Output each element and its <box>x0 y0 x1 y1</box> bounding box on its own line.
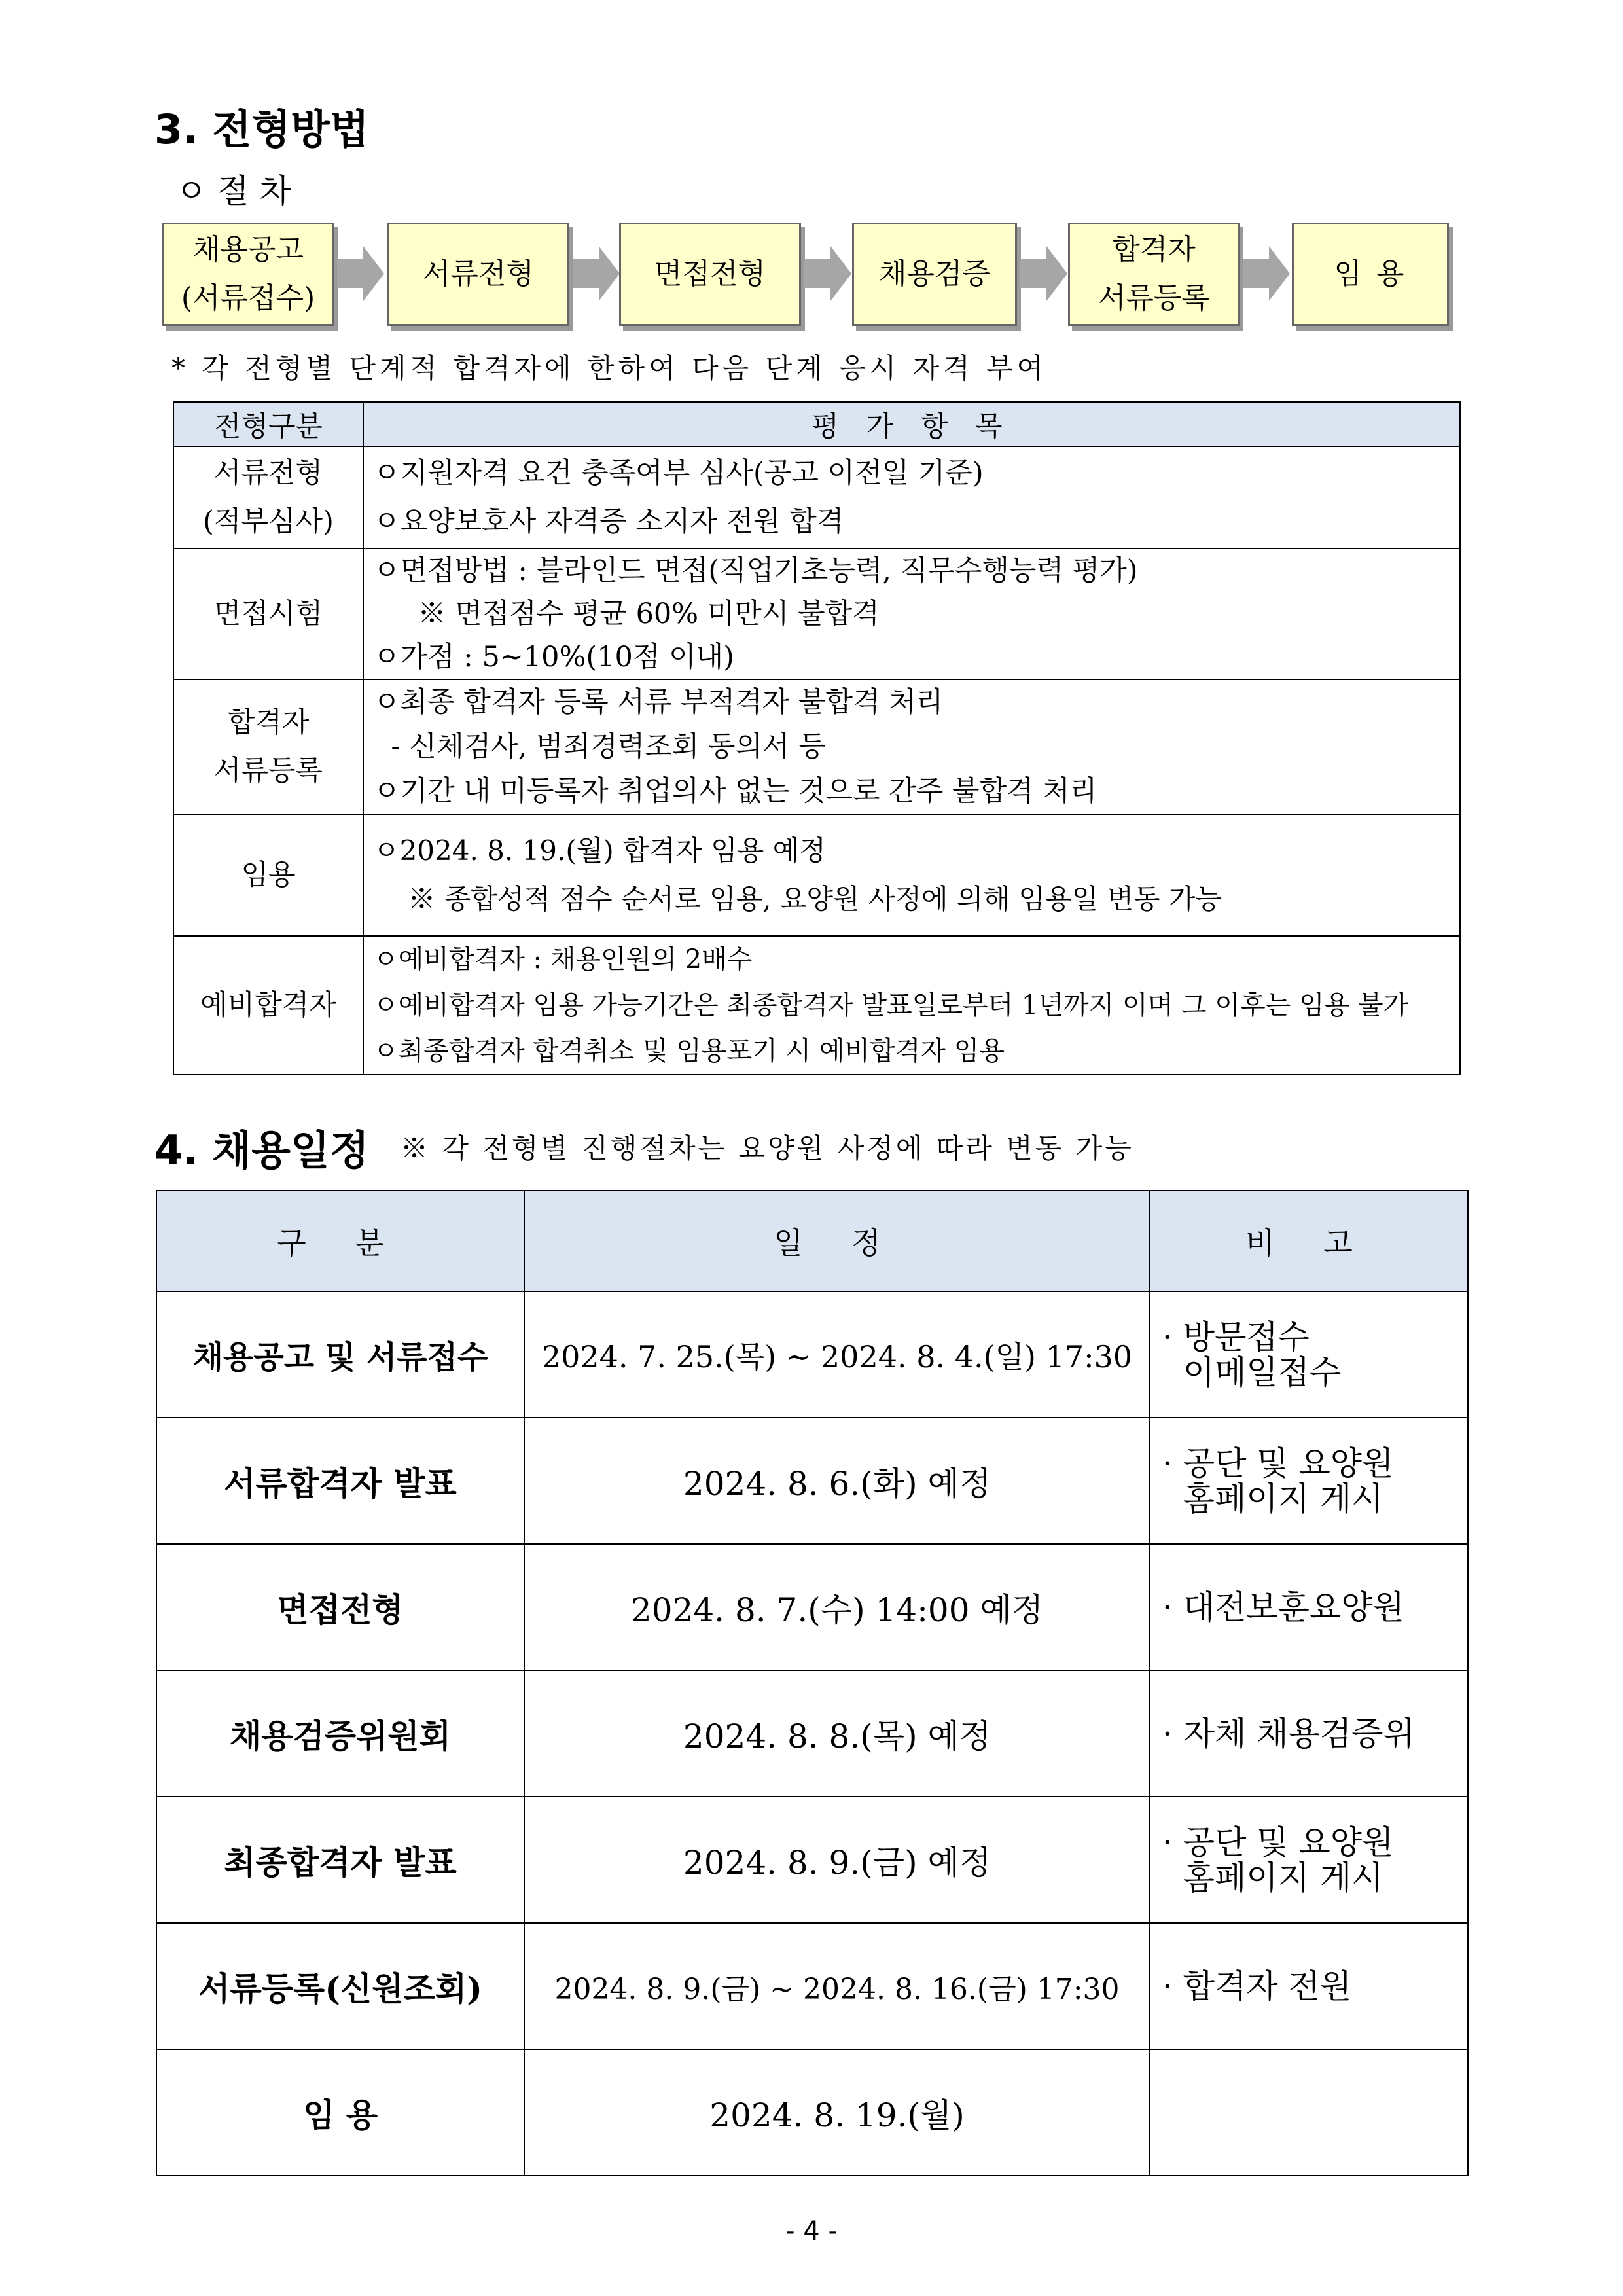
row-schedule: 2024. 8. 6.(화) 예정 <box>524 1418 1150 1544</box>
table-row <box>156 1923 1468 2049</box>
header-items: 평 가 항 목 <box>363 402 1460 446</box>
section3-title: 3. 전형방법 <box>154 105 369 153</box>
row-label: 임 용 <box>156 2049 524 2176</box>
flow-arrow-5-icon <box>1243 246 1290 301</box>
row-remark: · 공단 및 요양원 홈페이지 게시 <box>1150 1797 1468 1923</box>
row-label: 채용공고 및 서류접수 <box>156 1291 524 1418</box>
row-items: ㅇ면접방법 : 블라인드 면접(직업기초능력, 직무수행능력 평가) ※ 면접점수 평균 60% 미만시 불합격 ㅇ가점 : 5~10%(10점 이내) <box>363 548 1460 679</box>
row-label: 서류합격자 발표 <box>156 1418 524 1544</box>
row-label: 채용검증위원회 <box>156 1670 524 1797</box>
row-category: 예비합격자 <box>173 936 363 1075</box>
eligibility-note: * 각 전형별 단계적 합격자에 한하여 다음 단계 응시 자격 부여 <box>171 352 1048 384</box>
row-remark <box>1150 2049 1468 2176</box>
row-items: ㅇ지원자격 요건 충족여부 심사(공고 이전일 기준) ㅇ요양보호사 자격증 소지자 전원 합격 <box>363 446 1460 548</box>
procedure-label: ㅇ 절 차 <box>175 172 291 210</box>
row-schedule: 2024. 8. 9.(금) ~ 2024. 8. 16.(금) 17:30 <box>524 1923 1150 2049</box>
flow-step-1: 채용공고 (서류접수) <box>162 223 334 326</box>
section4-title: 4. 채용일정 <box>154 1126 369 1174</box>
row-schedule: 2024. 8. 19.(월) <box>524 2049 1150 2176</box>
row-category: 임용 <box>173 814 363 936</box>
table-row <box>173 814 1460 936</box>
flow-step-4: 채용검증 <box>852 223 1017 326</box>
flow-arrow-1-icon <box>337 246 384 301</box>
row-schedule: 2024. 8. 7.(수) 14:00 예정 <box>524 1544 1150 1670</box>
page-number: - 4 - <box>785 2216 838 2246</box>
table-row <box>156 1544 1468 1670</box>
row-remark: · 대전보훈요양원 <box>1150 1544 1468 1670</box>
header-category: 구 분 <box>156 1191 524 1291</box>
table-row <box>173 936 1460 1075</box>
schedule-table <box>156 1190 1469 2176</box>
row-remark: · 방문접수 이메일접수 <box>1150 1291 1468 1418</box>
table-row <box>156 2049 1468 2176</box>
row-schedule: 2024. 8. 8.(목) 예정 <box>524 1670 1150 1797</box>
table-row <box>173 548 1460 679</box>
header-schedule: 일 정 <box>524 1191 1150 1291</box>
row-schedule: 2024. 8. 9.(금) 예정 <box>524 1797 1150 1923</box>
evaluation-table <box>173 401 1461 1075</box>
flow-arrow-3-icon <box>804 246 851 301</box>
table-row <box>173 679 1460 814</box>
flow-step-6: 임 용 <box>1292 223 1449 326</box>
row-remark: · 자체 채용검증위 <box>1150 1670 1468 1797</box>
row-label: 면접전형 <box>156 1544 524 1670</box>
table-row <box>156 1797 1468 1923</box>
row-label: 최종합격자 발표 <box>156 1797 524 1923</box>
flow-step-3: 면접전형 <box>619 223 801 326</box>
row-remark: · 공단 및 요양원 홈페이지 게시 <box>1150 1418 1468 1544</box>
flow-arrow-4-icon <box>1020 246 1067 301</box>
evaluation-table-header <box>173 402 1460 446</box>
header-category: 전형구분 <box>173 402 363 446</box>
row-category: 서류전형 (적부심사) <box>173 446 363 548</box>
schedule-table-header <box>156 1191 1468 1291</box>
schedule-note: ※ 각 전형별 진행절차는 요양원 사정에 따라 변동 가능 <box>401 1132 1134 1164</box>
row-items: ㅇ최종 합격자 등록 서류 부적격자 불합격 처리 - 신체검사, 범죄경력조회 동의서 등 ㅇ기간 내 미등록자 취업의사 없는 것으로 간주 불합격 처리 <box>363 679 1460 814</box>
row-remark: · 합격자 전원 <box>1150 1923 1468 2049</box>
row-label: 서류등록(신원조회) <box>156 1923 524 2049</box>
row-schedule: 2024. 7. 25.(목) ~ 2024. 8. 4.(일) 17:30 <box>524 1291 1150 1418</box>
row-items: ㅇ예비합격자 : 채용인원의 2배수 ㅇ예비합격자 임용 가능기간은 최종합격자 발표일로부터 1년까지 이며 그 이후는 임용 불가 ㅇ최종합격자 합격취소 및 임용포기 시 예비합격자 임용 <box>363 936 1460 1075</box>
flow-arrow-2-icon <box>573 246 620 301</box>
table-row <box>156 1418 1468 1544</box>
flow-step-2: 서류전형 <box>387 223 569 326</box>
flow-step-5: 합격자 서류등록 <box>1068 223 1240 326</box>
row-category: 합격자 서류등록 <box>173 679 363 814</box>
row-items: ㅇ2024. 8. 19.(월) 합격자 임용 예정 ※ 종합성적 점수 순서로 임용, 요양원 사정에 의해 임용일 변동 가능 <box>363 814 1460 936</box>
table-row <box>173 446 1460 548</box>
table-row <box>156 1670 1468 1797</box>
row-category: 면접시험 <box>173 548 363 679</box>
header-remark: 비 고 <box>1150 1191 1468 1291</box>
table-row <box>156 1291 1468 1418</box>
